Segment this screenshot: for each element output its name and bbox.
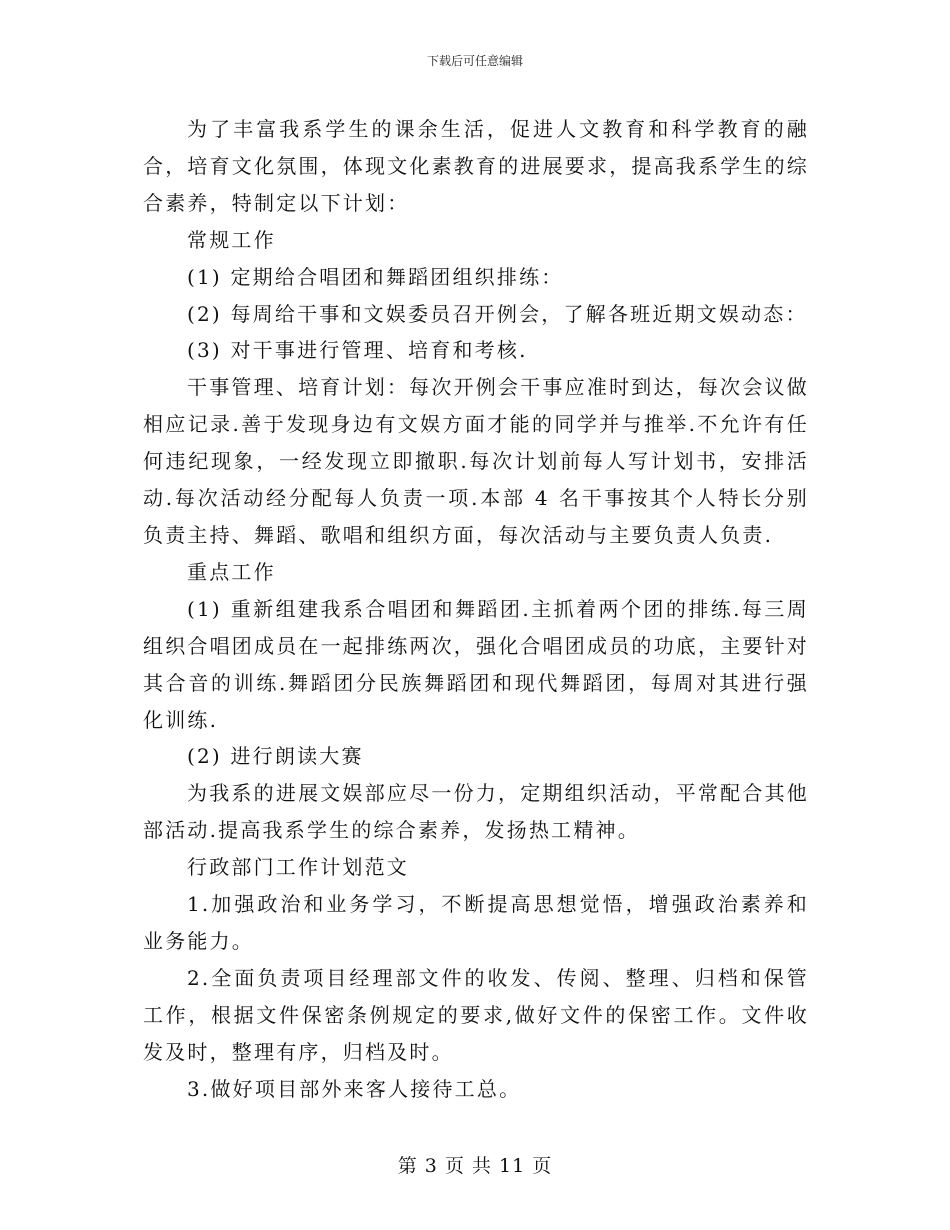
page-number: 第 3 页 共 11 页 xyxy=(397,1155,553,1177)
paragraph-department-goal: 为我系的进展文娱部应尽一份力，定期组织活动，平常配合其他部活动.提高我系学生的综合素养，发扬热工精神。 xyxy=(143,781,809,843)
document-body xyxy=(143,111,809,1107)
list-item-key-1: (1) 重新组建我系合唱团和舞蹈团.主抓着两个团的排练.每三周组织合唱团成员在一起排练两次，强化合唱团成员的功底，主要针对其合音的训练.舞蹈团分民族舞蹈团和现代舞蹈团，每周对其进行强化训练. xyxy=(143,596,809,732)
paragraph-intro: 为了丰富我系学生的课余生活，促进人文教育和科学教育的融合，培育文化氛围，体现文化素教育的进展要求，提高我系学生的综合素养，特制定以下计划： xyxy=(143,117,809,215)
paragraph-staff-management: 干事管理、培育计划：每次开例会干事应准时到达，每次会议做相应记录.善于发现身边有文娱方面才能的同学并与推举.不允许有任何违纪现象，一经发现立即撤职.每次计划前每人写计划书，安排活动.每次活动经分配每人负责一项.本部 4 名干事按其个人特长分别负责主持、舞蹈、歌唱和组织方面，每次活动与主要负责人负责. xyxy=(143,375,809,547)
heading-key-work: 重点工作 xyxy=(187,559,276,584)
list-item-admin-2: 2.全面负责项目经理部文件的收发、传阅、整理、归档和保管工作，根据文件保密条例规定的要求,做好文件的保密工作。文件收发及时，整理有序，归档及时。 xyxy=(143,965,809,1064)
list-item-routine-1: (1) 定期给合唱团和舞蹈团组织排练： xyxy=(187,264,564,289)
heading-routine-work: 常规工作 xyxy=(187,227,276,252)
list-item-key-2: (2) 进行朗读大赛 xyxy=(187,744,364,769)
heading-admin-plan: 行政部门工作计划范文 xyxy=(187,855,409,880)
list-item-admin-1: 1.加强政治和业务学习，不断提高思想觉悟，增强政治素养和业务能力。 xyxy=(143,892,809,953)
page-header-note: 下载后可任意编辑 xyxy=(426,54,523,68)
list-item-routine-2: (2) 每周给干事和文娱委员召开例会，了解各班近期文娱动态： xyxy=(187,301,808,326)
list-item-admin-3: 3.做好项目部外来客人接待工总。 xyxy=(187,1076,522,1101)
list-item-routine-3: (3) 对干事进行管理、培育和考核. xyxy=(187,338,528,363)
